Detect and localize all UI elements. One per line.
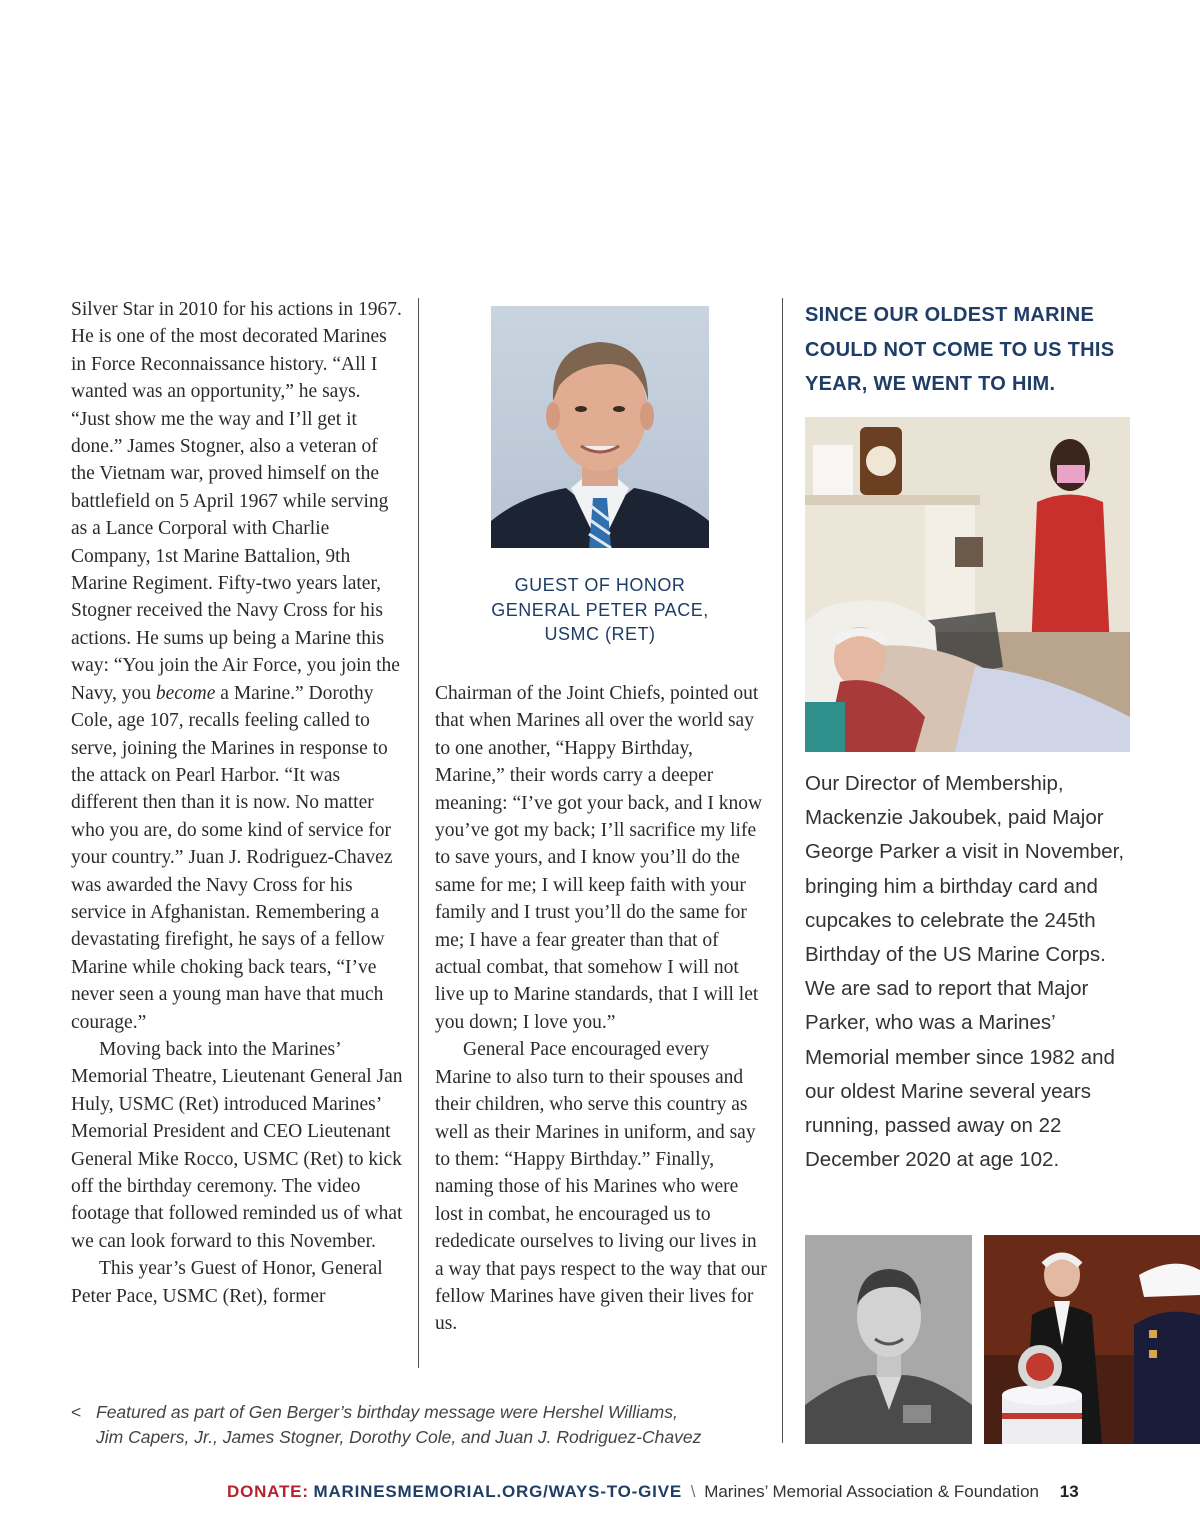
oldest-marine-headline: SINCE OUR OLDEST MARINE COULD NOT COME TO US THIS YEAR, WE WENT TO HIM. [805, 304, 1115, 395]
left-paragraph-2: Moving back into the Marines’ Memorial Theatre, Lieutenant General Jan Huly, USMC (Ret) introduced Marines’ Memorial President and CEO Lieutenant General Mike Rocco, USMC (Ret) to kick off the birthday ceremony. The video footage that followed reminded us of what we can look forward to this November. [71, 1038, 403, 1252]
middle-column [435, 680, 767, 1338]
oldest-marine-story: Our Director of Membership, Mackenzie Jakoubek, paid Major George Parker a visit in November, bringing him a birthday card and cupcakes to celebrate the 245th Birthday of the US Marine Corps. We are sad to report that Major Parker, who was a Marines’ Memorial member since 1982 and our oldest Marine several years running, passed away on 22 December 2020 at age 102. [805, 772, 1125, 1172]
page-number: 13 [1059, 1482, 1079, 1501]
middle-paragraph-2: General Pace encouraged every Marine to also turn to their spouses and their children, who serve this country as well as their Marines in uniform, and say to them: “Happy Birthday.” Finally, naming those of his Marines who were lost in combat, he encouraged us to rededicate ourselves to living our lives in a way that pays respect to the way that our fellow Marines have given their lives for us. [435, 1039, 767, 1335]
caption-line-2: GENERAL PETER PACE, [491, 599, 709, 620]
emphasis-become: become [155, 682, 216, 704]
figure-caption-line-1: Featured as part of Gen Berger’s birthday message were Hershel Williams, [96, 1402, 678, 1422]
caption-line-1: GUEST OF HONOR [514, 575, 686, 595]
footer-separator: \ [690, 1482, 696, 1501]
middle-paragraph-1: Chairman of the Joint Chiefs, pointed out that when Marines all over the world say to one another, “Happy Birthday, Marine,” their words carry a deeper meaning: “I’ve got your back, and I know you’ve got my back; I’ll sacrifice my life to save yours, and I know you’ll do the same for me; I will keep faith with your family and I trust you’ll do the same for me; I have a fear greater than that of actual combat, that somehow I will not live up to Marine standards, that I will let you down; I love you.” [435, 683, 763, 1033]
left-column [71, 296, 403, 1310]
photo-general-pace [491, 306, 709, 548]
left-paragraph-3: This year’s Guest of Honor, General Peter Pace, USMC (Ret), former [71, 1258, 383, 1307]
column-divider-left [418, 298, 419, 1368]
footer-org-name: Marines’ Memorial Association & Foundation [704, 1482, 1039, 1501]
figure-caption [71, 1400, 771, 1450]
donate-label: DONATE: [227, 1482, 309, 1501]
left-paragraph-1: Silver Star in 2010 for his actions in 1967. He is one of the most decorated Marines in Force Reconnaissance history. “All I wanted was an opportunity,” he says. “Just show me the way and I’ll get it done.” James Stogner, also a veteran of the Vietnam war, proved himself on the battlefield on 5 April 1967 while serving as a Lance Corporal with Charlie Company, 1st Marine Battalion, 9th Marine Regiment. Fifty-two years later, Stogner received the Navy Cross for his actions. He sums up being a Marine this way: “You join the Air Force, you join the Navy, you become a Marine.” Dorothy Cole, age 107, recalls feeling called to serve, joining the Marines in response to the attack on Pearl Harbor. “It was different then than it is now. No matter who you are, do some kind of service for your country.” Juan J. Rodriguez-Chavez was awarded the Navy Cross for his service in Afghanistan. Remembering a devastating firefight, he says of a fellow Marine while choking back tears, “I’ve never seen a young man have that much courage.” [71, 299, 402, 1033]
donate-link[interactable]: MARINESMEMORIAL.ORG/WAYS-TO-GIVE [313, 1482, 682, 1501]
photo-parker-cake-ceremony [984, 1235, 1200, 1444]
column-divider-right [782, 298, 783, 1443]
caption-arrow-icon: < [71, 1402, 82, 1422]
caption-line-3: USMC (RET) [544, 624, 656, 644]
photo-major-parker-visit [805, 417, 1130, 752]
guest-of-honor-caption [460, 573, 740, 647]
figure-caption-line-2: Jim Capers, Jr., James Stogner, Dorothy Cole, and Juan J. Rodriguez-Chavez [96, 1427, 702, 1447]
page-footer [227, 1482, 1079, 1502]
photo-parker-portrait [805, 1235, 972, 1444]
